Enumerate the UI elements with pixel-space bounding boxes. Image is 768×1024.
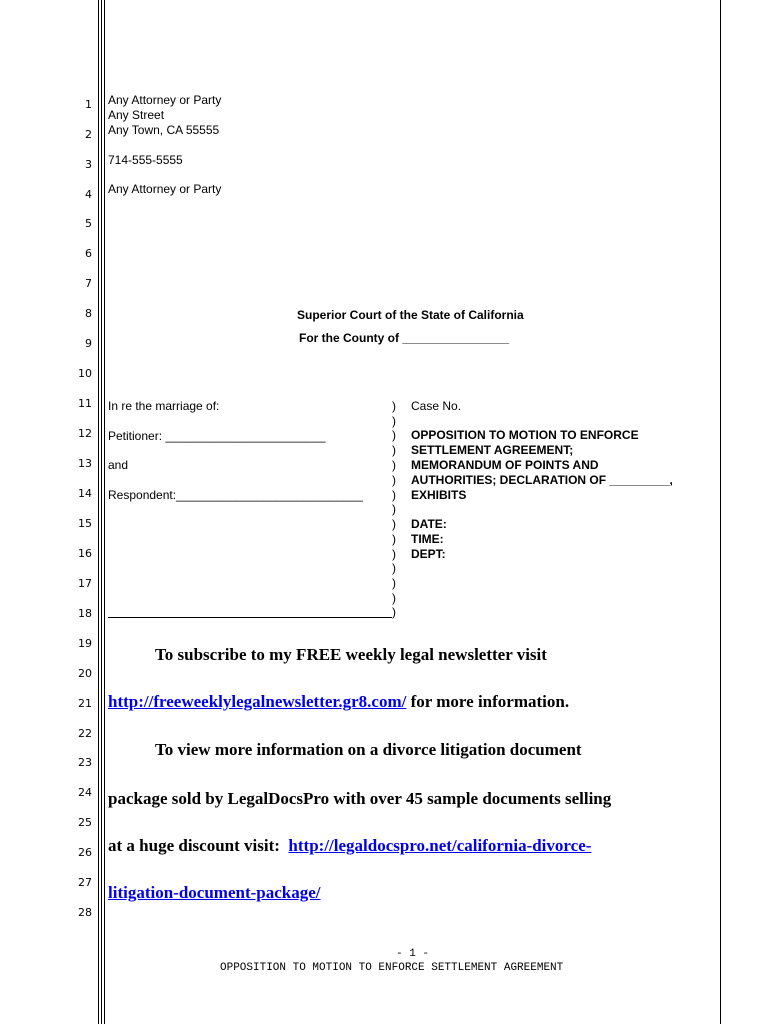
petitioner-field: Petitioner: ________________________	[108, 429, 326, 443]
right-margin-rule	[720, 0, 721, 1024]
package-link[interactable]: http://legaldocspro.net/california-divorce-	[288, 836, 592, 855]
court-name: Superior Court of the State of California	[297, 308, 524, 322]
line-number: 8	[85, 307, 92, 320]
caption-bottom-line	[108, 617, 392, 618]
line-number: 2	[85, 128, 92, 141]
line-number: 19	[78, 637, 92, 650]
attorney-for: Any Attorney or Party	[108, 182, 222, 196]
left-margin-rule	[98, 0, 99, 1024]
paren: )	[392, 532, 396, 546]
line-number: 27	[78, 876, 92, 889]
line-number: 25	[78, 816, 92, 829]
paren: )	[392, 488, 396, 502]
line-number: 3	[85, 158, 92, 171]
line-number: 20	[78, 667, 92, 680]
line-number: 9	[85, 337, 92, 350]
attorney-city: Any Town, CA 55555	[108, 123, 220, 137]
case-number-label: Case No.	[411, 399, 462, 413]
document-title-line: OPPOSITION TO MOTION TO ENFORCE	[411, 428, 639, 442]
line-number: 1	[85, 98, 92, 111]
package-discount-text: at a huge discount visit:	[108, 836, 289, 855]
line-number: 17	[78, 577, 92, 590]
document-title-line: AUTHORITIES; DECLARATION OF _________,	[411, 473, 673, 487]
hearing-time-label: TIME:	[411, 532, 444, 546]
paren: )	[392, 576, 396, 590]
line-number: 12	[78, 427, 92, 440]
hearing-date-label: DATE:	[411, 517, 447, 531]
line-number: 18	[78, 607, 92, 620]
page-number: - 1 -	[396, 948, 430, 960]
attorney-street: Any Street	[108, 108, 165, 122]
paren: )	[392, 605, 396, 619]
paren: )	[392, 458, 396, 472]
paren: )	[392, 561, 396, 575]
line-number: 6	[85, 247, 92, 260]
left-text-rule	[104, 0, 105, 1024]
footer-title: OPPOSITION TO MOTION TO ENFORCE SETTLEMENT AGREEMENT	[220, 962, 564, 974]
newsletter-paragraph-line: To subscribe to my FREE weekly legal newsletter visit	[155, 645, 547, 664]
package-paragraph-line: To view more information on a divorce litigation document	[155, 740, 582, 759]
court-county: For the County of ________________	[299, 331, 510, 345]
paren: )	[392, 517, 396, 531]
paren: )	[392, 428, 396, 442]
hearing-dept-label: DEPT:	[411, 547, 446, 561]
document-title-line: MEMORANDUM OF POINTS AND	[411, 458, 599, 472]
line-number: 16	[78, 547, 92, 560]
newsletter-paragraph-line	[108, 692, 569, 712]
newsletter-rest-text: for more information.	[406, 692, 570, 711]
paren: )	[392, 473, 396, 487]
paren: )	[392, 547, 396, 561]
package-paragraph-line	[108, 883, 321, 903]
paren: )	[392, 443, 396, 457]
line-number: 10	[78, 367, 92, 380]
and-label: and	[108, 458, 129, 472]
line-number: 26	[78, 846, 92, 859]
paren: )	[392, 414, 396, 428]
left-margin-rule	[101, 0, 102, 1024]
line-number: 24	[78, 786, 92, 799]
line-number: 23	[78, 756, 92, 769]
respondent-field: Respondent:____________________________	[108, 488, 363, 502]
document-title-line: EXHIBITS	[411, 488, 467, 502]
line-number: 13	[78, 457, 92, 470]
package-link-continued[interactable]: litigation-document-package/	[108, 883, 321, 902]
line-number: 28	[78, 906, 92, 919]
package-paragraph-line: package sold by LegalDocsPro with over 45 sample documents selling	[108, 789, 612, 808]
document-title-line: SETTLEMENT AGREEMENT;	[411, 443, 574, 457]
line-number: 22	[78, 727, 92, 740]
attorney-name: Any Attorney or Party	[108, 93, 222, 107]
newsletter-link[interactable]: http://freeweeklylegalnewsletter.gr8.com/	[108, 692, 407, 711]
marriage-label: In re the marriage of:	[108, 399, 220, 413]
line-number: 21	[78, 697, 92, 710]
paren: )	[392, 591, 396, 605]
line-number: 15	[78, 517, 92, 530]
line-number: 14	[78, 487, 92, 500]
line-number: 5	[85, 217, 92, 230]
paren: )	[392, 502, 396, 516]
line-number: 11	[78, 397, 92, 410]
package-paragraph-line	[108, 836, 591, 856]
line-number: 4	[85, 188, 92, 201]
line-number: 7	[85, 277, 92, 290]
paren: )	[392, 399, 396, 413]
attorney-phone: 714-555-5555	[108, 153, 183, 167]
